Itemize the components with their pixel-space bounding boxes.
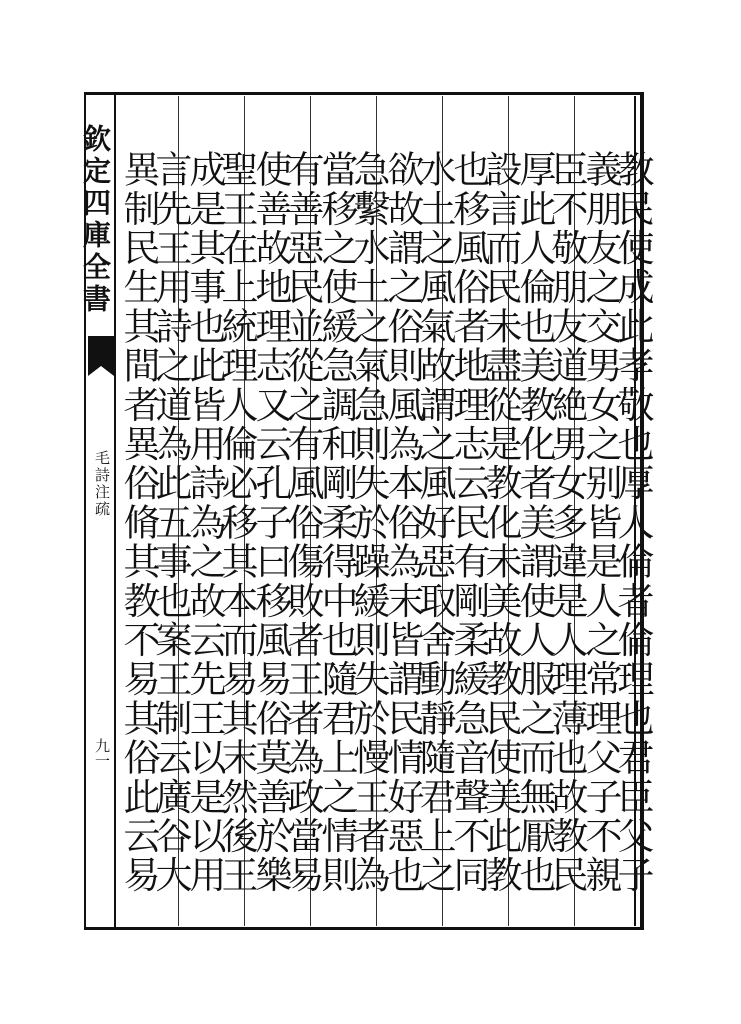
book-title: 欽定四庫全書 (79, 124, 112, 316)
chapter-label: 毛詩注疏 (93, 450, 111, 518)
text-column: 欲故謂之俗則風為本俗為末皆謂民情好惡也 (381, 150, 424, 895)
text-column: 當移之使緩急調和剛柔得中也隨君上之情則 (315, 150, 358, 895)
text-column: 急繫水土之氣急則失於躁緩則失於慢王者為 (347, 150, 390, 895)
page-number: 九一 (93, 738, 111, 768)
text-column: 水土之風氣故謂之風好惡取舍動靜隨君上之 (413, 150, 456, 895)
text-column: 聖王在上統理人倫必移其本而易其末然後王 (215, 150, 258, 895)
text-column: 厚此人倫也美教化者美謂使人服之而無厭也 (513, 150, 556, 895)
text-column: 成是其事也此皆用詩為之故云先王以是以用 (183, 150, 226, 895)
text-column: 有善惡民並從之有風俗傷敗者王者為政當易 (281, 150, 324, 895)
text-column: 也移風俗者地理志云民有剛柔緩急音聲不同 (447, 150, 490, 895)
text-column: 教民使成此孝敬也厚人倫者倫理也君臣父子 (611, 150, 654, 895)
text-column: 義朋友之交男女之别皆是人之常理父子不親 (579, 150, 622, 895)
text-column: 設言而民未盡從是教化未美故教民使美此教 (479, 150, 522, 895)
text-column: 臣不敬朋友道絶男女多違是人理薄也故教民 (545, 150, 588, 895)
text-column: 異制民生其間者異俗脩其教不易其俗此云易 (117, 150, 160, 895)
text-column: 使善故地理志又云孔子曰移風易俗莫善於樂 (249, 150, 292, 895)
text-column: 言先王用詩之道為此五事也案王制云廣谷大 (149, 150, 192, 895)
